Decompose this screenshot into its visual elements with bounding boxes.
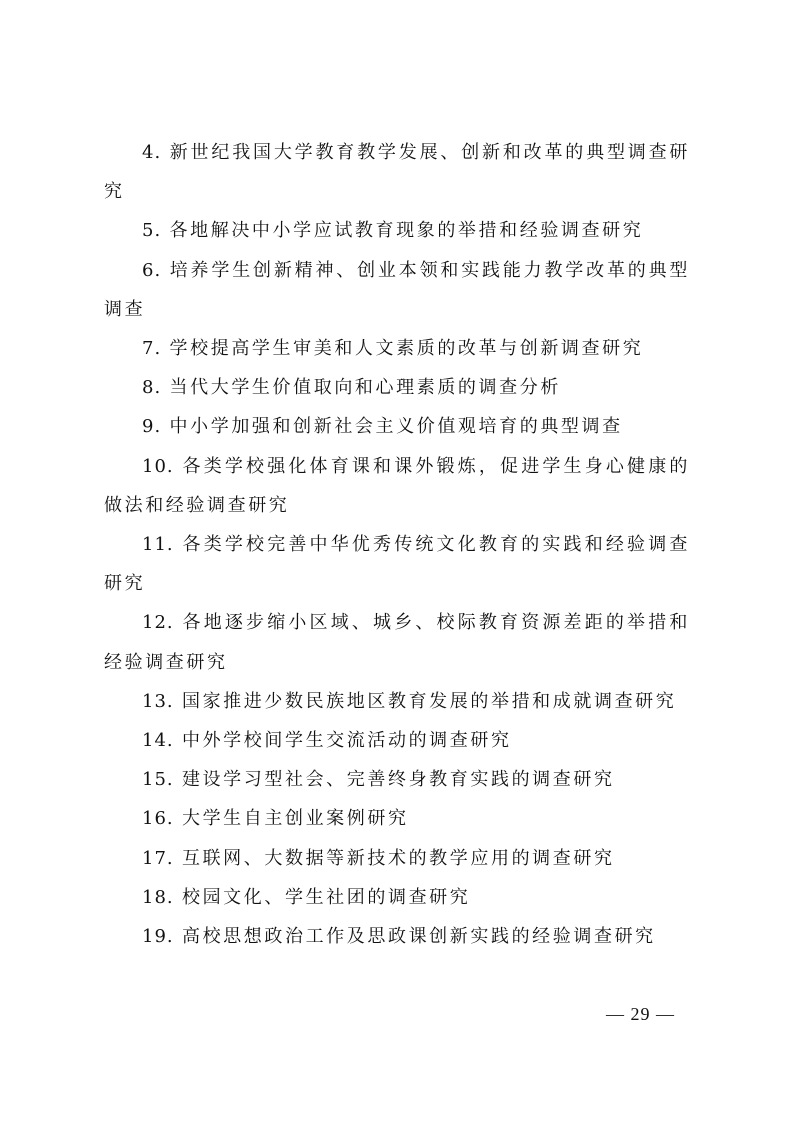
item-text: 新世纪我国大学教育教学发展、创新和改革的典型调查研究 — [104, 142, 690, 203]
list-item — [104, 682, 690, 721]
item-text: 培养学生创新精神、创业本领和实践能力教学改革的典型调查 — [104, 259, 690, 320]
item-number: 11. — [142, 534, 174, 556]
topic-list — [104, 133, 690, 956]
item-number: 17. — [142, 847, 174, 869]
item-number: 13. — [142, 690, 174, 712]
list-item — [104, 368, 690, 407]
list-item — [104, 133, 690, 211]
item-text: 建设学习型社会、完善终身教育实践的调查研究 — [181, 769, 615, 791]
item-text: 各地逐步缩小区域、城乡、校际教育资源差距的举措和经验调查研究 — [104, 612, 690, 673]
item-number: 10. — [142, 455, 174, 477]
item-text: 当代大学生价值取向和心理素质的调查分析 — [169, 377, 561, 399]
list-item — [104, 799, 690, 838]
item-number: 4. — [142, 142, 162, 163]
item-number: 6. — [142, 259, 162, 281]
list-item — [104, 878, 690, 917]
list-item — [104, 603, 690, 681]
list-item — [104, 407, 690, 446]
list-item — [104, 211, 690, 250]
item-text: 互联网、大数据等新技术的教学应用的调查研究 — [181, 847, 615, 869]
item-number: 7. — [142, 338, 162, 360]
list-item — [104, 329, 690, 368]
item-number: 19. — [142, 926, 174, 948]
list-item — [104, 917, 690, 956]
item-number: 14. — [142, 730, 174, 752]
item-number: 8. — [142, 377, 162, 399]
page-number: — 29 — — [606, 1004, 675, 1024]
item-text: 中小学加强和创新社会主义价值观培育的典型调查 — [169, 416, 623, 438]
item-number: 18. — [142, 886, 174, 908]
item-text: 中外学校间学生交流活动的调查研究 — [181, 730, 512, 752]
item-number: 15. — [142, 769, 174, 791]
list-item — [104, 251, 690, 329]
list-item — [104, 447, 690, 525]
item-text: 大学生自主创业案例研究 — [181, 808, 409, 830]
list-item — [104, 721, 690, 760]
item-text: 学校提高学生审美和人文素质的改革与创新调查研究 — [169, 338, 644, 360]
item-text: 各类学校强化体育课和课外锻炼，促进学生身心健康的做法和经验调查研究 — [104, 455, 690, 516]
item-number: 9. — [142, 416, 162, 438]
list-item — [104, 760, 690, 799]
item-text: 各类学校完善中华优秀传统文化教育的实践和经验调查研究 — [104, 534, 690, 595]
item-number: 5. — [142, 220, 162, 242]
item-number: 16. — [142, 808, 174, 830]
item-number: 12. — [142, 612, 174, 634]
item-text: 高校思想政治工作及思政课创新实践的经验调查研究 — [181, 926, 656, 948]
item-text: 校园文化、学生社团的调查研究 — [181, 886, 471, 908]
list-item — [104, 839, 690, 878]
item-text: 国家推进少数民族地区教育发展的举措和成就调查研究 — [181, 690, 677, 712]
item-text: 各地解决中小学应试教育现象的举措和经验调查研究 — [169, 220, 644, 242]
list-item — [104, 525, 690, 603]
